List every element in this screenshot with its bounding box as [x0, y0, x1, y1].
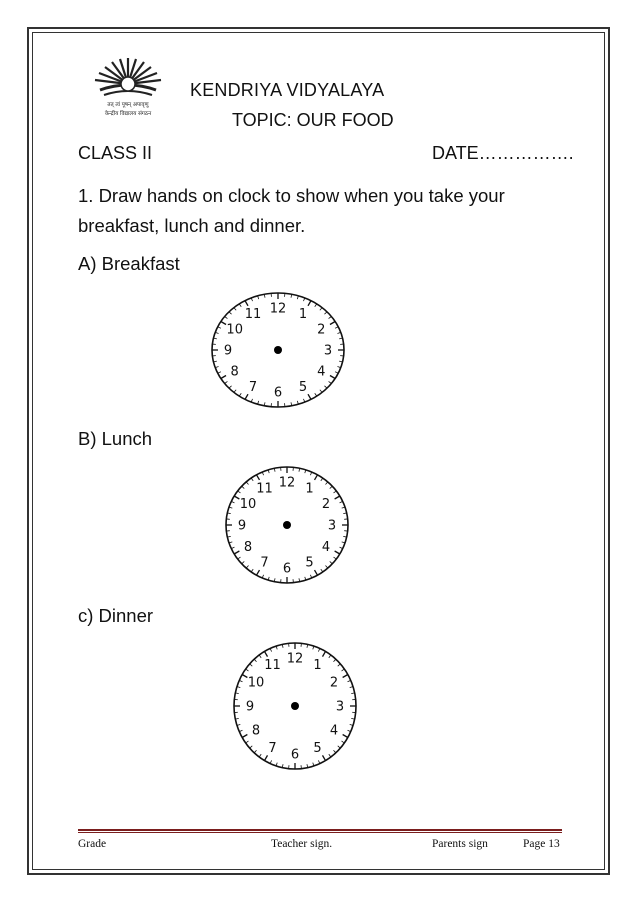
clock-tick	[342, 542, 345, 543]
clock-tick	[342, 741, 345, 743]
clock-tick	[335, 327, 338, 328]
clock-tick	[337, 332, 340, 333]
clock-tick	[310, 575, 311, 578]
clock-tick	[234, 551, 239, 554]
clock-tick	[315, 570, 318, 575]
clock-numeral: 4	[329, 723, 339, 739]
clock-tick	[250, 664, 253, 666]
class-label: CLASS II	[78, 143, 153, 163]
clock-tick	[305, 470, 306, 473]
clock-numeral: 3	[327, 518, 337, 534]
clock-tick	[265, 755, 268, 760]
clock-tick	[335, 372, 338, 373]
clock-numeral: 9	[245, 699, 255, 715]
clock-tick	[242, 486, 245, 488]
clock-tick	[330, 376, 335, 379]
clock-numeral: 8	[243, 540, 253, 555]
clock-tick	[221, 322, 226, 325]
clock-numeral: 9	[237, 518, 247, 534]
clock-numeral: 12	[278, 475, 296, 491]
clock-tick	[334, 557, 337, 559]
footer-teacher-sign: Teacher sign.	[271, 838, 333, 850]
clock-tick	[340, 501, 343, 502]
clock-tick	[330, 561, 333, 563]
clock-tick	[229, 542, 232, 543]
clock-tick	[258, 296, 259, 299]
clock-tick	[225, 316, 228, 318]
clock-numeral: 6	[273, 385, 283, 401]
clock-tick	[335, 551, 340, 554]
clock-tick	[318, 760, 319, 763]
clock-tick	[343, 675, 348, 678]
clock-tick	[308, 394, 311, 399]
clock-numeral: 2	[329, 675, 339, 691]
clock-tick	[242, 561, 245, 563]
clock-tick	[276, 646, 277, 649]
clock-tick	[308, 301, 311, 306]
clock-tick	[334, 491, 337, 493]
clock-tick	[245, 301, 248, 306]
clock-tick	[245, 394, 248, 399]
clock-tick	[254, 659, 256, 662]
clock-tick	[231, 547, 234, 548]
clock-tick	[221, 376, 226, 379]
clock-tick	[239, 304, 241, 307]
clock-tick	[333, 750, 335, 753]
clock-numeral: 9	[223, 343, 233, 359]
clock-tick	[320, 308, 322, 311]
clock-numeral: 6	[282, 561, 292, 577]
clock-tick	[234, 496, 239, 499]
clock-tick	[276, 763, 277, 766]
clock-numeral: 3	[323, 343, 333, 359]
clock-numeral: 8	[230, 364, 239, 380]
clock-tick	[342, 507, 345, 508]
clock-tick	[262, 472, 263, 475]
clock-tick	[218, 327, 221, 328]
clock-tick	[215, 367, 218, 368]
date-field[interactable]: DATE…………….	[432, 143, 574, 163]
clock-tick	[315, 304, 317, 307]
clock-numeral: 11	[256, 481, 273, 497]
clock-lunch[interactable]	[223, 464, 351, 591]
clock-tick	[229, 386, 232, 388]
clock-tick	[323, 755, 326, 760]
clock-numeral: 5	[298, 379, 308, 395]
clock-tick	[338, 746, 341, 748]
question-text: 1. Draw hands on clock to show when you take your breakfast, lunch and dinner.	[78, 185, 505, 236]
clock-tick	[251, 298, 252, 301]
clock-numeral: 10	[239, 497, 257, 512]
clock-tick	[333, 659, 335, 662]
clock-tick	[234, 308, 236, 311]
clock-tick	[238, 557, 241, 559]
clock-tick	[313, 763, 314, 766]
clock-tick	[258, 401, 259, 404]
clock-tick	[231, 501, 234, 502]
clock-tick	[246, 741, 249, 743]
footer-rule-thin	[78, 832, 562, 833]
clock-tick	[265, 651, 268, 656]
clock-center-dot	[274, 346, 282, 354]
clock-tick	[348, 730, 351, 731]
clock-tick	[239, 393, 241, 396]
clock-tick	[343, 735, 348, 738]
clock-numeral: 2	[317, 322, 326, 338]
clock-breakfast[interactable]	[209, 290, 347, 415]
clock-tick	[348, 680, 351, 681]
clock-tick	[297, 296, 298, 299]
clock-tick	[225, 381, 228, 383]
clock-tick	[246, 669, 249, 671]
clock-tick	[329, 754, 331, 757]
clock-tick	[237, 724, 240, 725]
clock-tick	[297, 401, 298, 404]
school-name: KENDRIYA VIDYALAYA	[190, 80, 385, 100]
clock-tick	[350, 687, 353, 688]
clock-tick	[313, 646, 314, 649]
clock-tick	[325, 566, 327, 569]
clock-tick	[318, 648, 319, 651]
logo-motto: तत् त्वं पूषन् अपावृणु	[107, 102, 149, 108]
clock-tick	[238, 491, 241, 493]
clock-tick	[239, 730, 242, 731]
section-label-dinner: c) Dinner	[78, 605, 154, 626]
clock-tick	[320, 390, 322, 393]
clock-numeral: 7	[248, 379, 258, 395]
clock-tick	[234, 390, 236, 393]
clock-tick	[270, 648, 271, 651]
clock-numeral: 3	[335, 699, 345, 715]
clock-numeral: 1	[298, 307, 308, 323]
clock-tick	[323, 651, 326, 656]
clock-numeral: 11	[244, 307, 262, 323]
clock-tick	[324, 386, 327, 388]
clock-numeral: 12	[269, 301, 287, 317]
clock-numeral: 7	[268, 741, 277, 757]
clock-numeral: 6	[290, 747, 300, 763]
clock-tick	[324, 312, 327, 314]
clock-tick	[259, 655, 261, 658]
clock-tick	[229, 507, 232, 508]
clock-tick	[215, 332, 218, 333]
clock-tick	[250, 746, 253, 748]
clock-numeral: 8	[251, 723, 261, 739]
clock-tick	[315, 475, 318, 480]
clock-tick	[338, 664, 341, 666]
clock-tick	[335, 496, 340, 499]
clock-tick	[330, 322, 335, 325]
clock-numeral: 4	[317, 364, 326, 380]
clock-numeral: 12	[286, 651, 304, 667]
clock-tick	[325, 482, 327, 485]
clock-tick	[340, 547, 343, 548]
clock-dinner[interactable]	[231, 640, 359, 777]
clock-tick	[251, 399, 252, 402]
clock-tick	[337, 367, 340, 368]
clock-tick	[242, 675, 247, 678]
clock-tick	[321, 478, 323, 481]
clock-numeral: 11	[264, 657, 281, 673]
clock-tick	[257, 570, 260, 575]
clock-tick	[329, 655, 331, 658]
logo-org-name: केन्द्रीय विद्यालय संगठन	[104, 111, 152, 117]
clock-tick	[268, 577, 269, 580]
clock-tick	[342, 669, 345, 671]
clock-tick	[315, 393, 317, 396]
clock-tick	[262, 575, 263, 578]
clock-tick	[305, 577, 306, 580]
clock-tick	[246, 482, 248, 485]
clock-tick	[251, 478, 253, 481]
clock-tick	[246, 566, 248, 569]
clock-tick	[321, 569, 323, 572]
clock-tick	[218, 372, 221, 373]
clock-tick	[350, 724, 353, 725]
clock-tick	[237, 687, 240, 688]
footer-rule	[78, 829, 562, 831]
clock-tick	[329, 316, 332, 318]
clock-numeral: 10	[226, 322, 243, 338]
clock-tick	[310, 472, 311, 475]
clock-numeral: 10	[247, 675, 265, 691]
clock-tick	[242, 735, 247, 738]
clock-tick	[251, 569, 253, 572]
clock-center-dot	[291, 702, 299, 710]
clock-numeral: 5	[313, 741, 322, 757]
clock-numeral: 1	[313, 657, 322, 673]
section-label-breakfast: A) Breakfast	[78, 253, 180, 274]
clock-numeral: 5	[305, 555, 314, 571]
clock-tick	[329, 381, 332, 383]
clock-numeral: 1	[305, 481, 314, 497]
topic-title: TOPIC: OUR FOOD	[232, 110, 394, 130]
clock-tick	[257, 475, 260, 480]
clock-numeral: 7	[260, 555, 269, 571]
clock-tick	[229, 312, 232, 314]
footer-page-number: Page 13	[523, 838, 560, 850]
clock-tick	[254, 750, 256, 753]
section-label-lunch: B) Lunch	[78, 428, 153, 449]
clock-tick	[303, 399, 304, 402]
clock-tick	[270, 760, 271, 763]
footer-parents-sign: Parents sign	[432, 838, 488, 850]
clock-numeral: 2	[321, 497, 331, 512]
clock-tick	[259, 754, 261, 757]
footer-grade: Grade	[78, 838, 107, 850]
clock-numeral: 4	[321, 540, 331, 555]
clock-tick	[239, 680, 242, 681]
clock-center-dot	[283, 521, 291, 529]
kvs-logo	[86, 54, 170, 122]
clock-tick	[330, 486, 333, 488]
clock-tick	[303, 298, 304, 301]
clock-tick	[268, 470, 269, 473]
